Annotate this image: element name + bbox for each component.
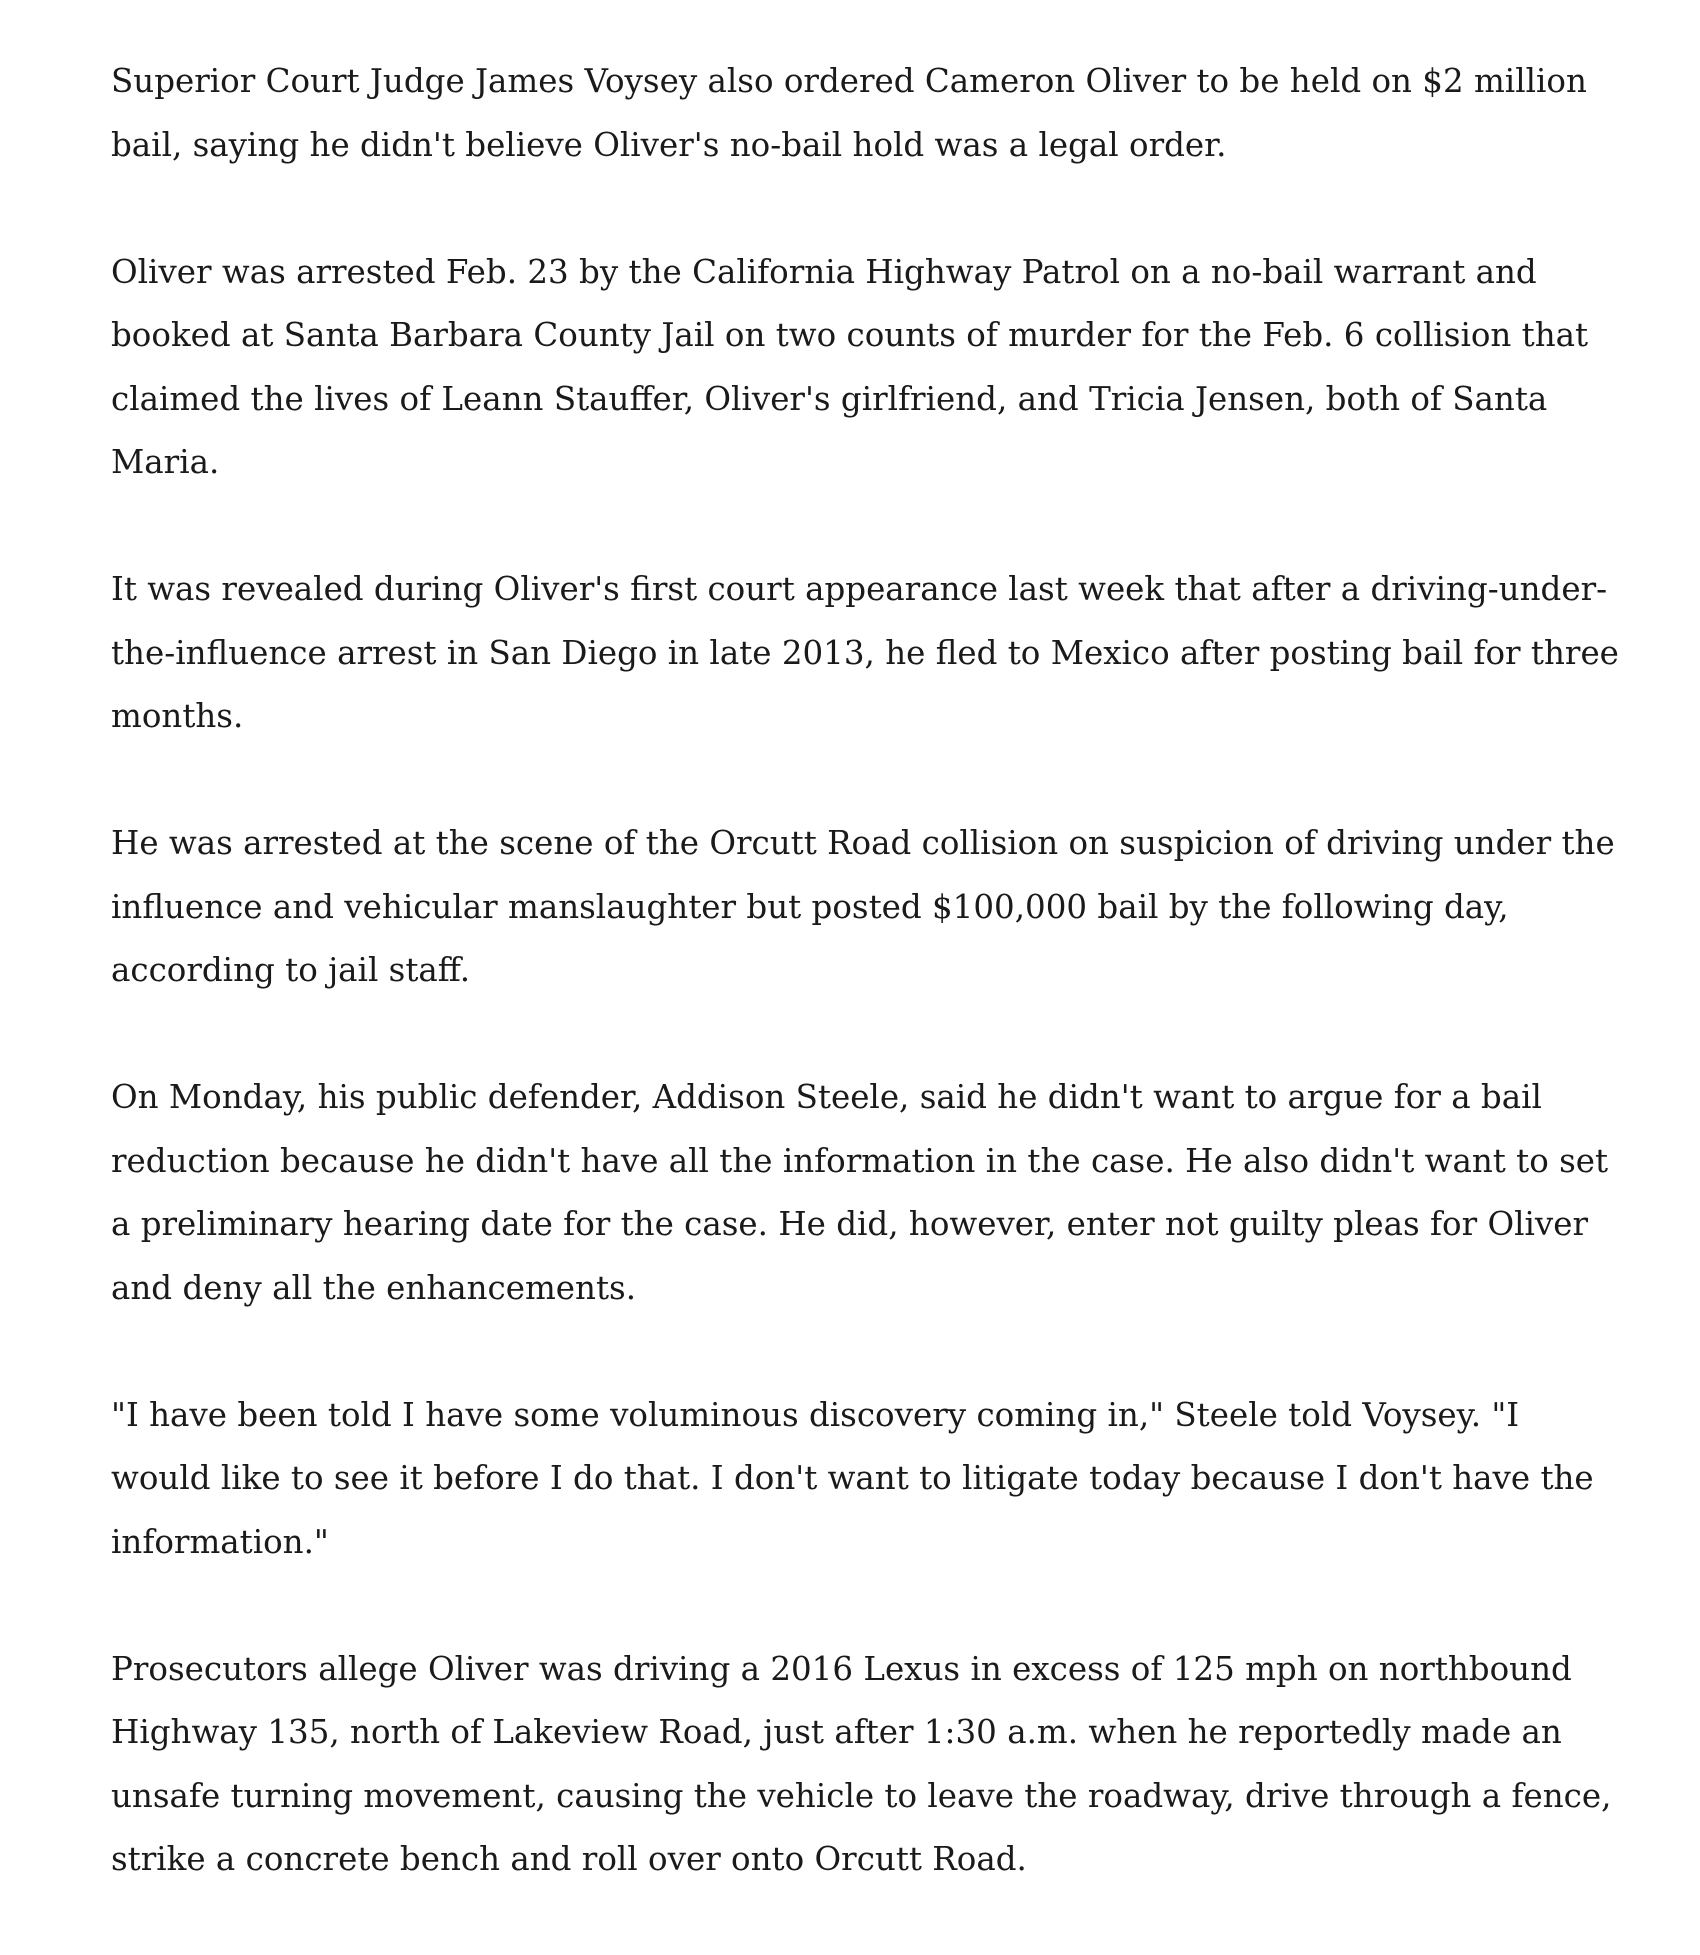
paragraph: It was revealed during Oliver's first court appearance last week that after a driving-under-the-influence arrest in San Diego in late 2013, he fled to Mexico after posting bail for three months.: [111, 570, 1619, 735]
article-body: [111, 50, 1621, 1955]
paragraph: "I have been told I have some voluminous discovery coming in," Steele told Voysey. "I would like to see it before I do that. I don't want to litigate today because I don't have the information.": [111, 1395, 1594, 1561]
paragraph: On Monday, his public defender, Addison Steele, said he didn't want to argue for a bail reduction because he didn't have all the information in the case. He also didn't want to set a preliminary hearing date for the case. He did, however, enter not guilty pleas for Oliver and deny all the enhancements.: [111, 1078, 1609, 1307]
paragraph: He was arrested at the scene of the Orcutt Road collision on suspicion of driving under the influence and vehicular manslaughter but posted $100,000 bail by the following day, according to jail staff.: [111, 824, 1615, 989]
paragraph: Superior Court Judge James Voysey also ordered Cameron Oliver to be held on $2 million bail, saying he didn't believe Oliver's no-bail hold was a legal order.: [111, 62, 1587, 164]
paragraph: Prosecutors allege Oliver was driving a 2016 Lexus in excess of 125 mph on northbound Highway 135, north of Lakeview Road, just after 1:30 a.m. when he reportedly made an unsafe turning movement, causing the vehicle to leave the roadway, drive through a fence, strike a concrete bench and roll over onto Orcutt Road.: [111, 1649, 1612, 1878]
paragraph: Oliver was arrested Feb. 23 by the California Highway Patrol on a no-bail warrant and booked at Santa Barbara County Jail on two counts of murder for the Feb. 6 collision that claimed the lives of Leann Stauffer, Oliver's girlfriend, and Tricia Jensen, both of Santa Maria.: [111, 252, 1589, 481]
